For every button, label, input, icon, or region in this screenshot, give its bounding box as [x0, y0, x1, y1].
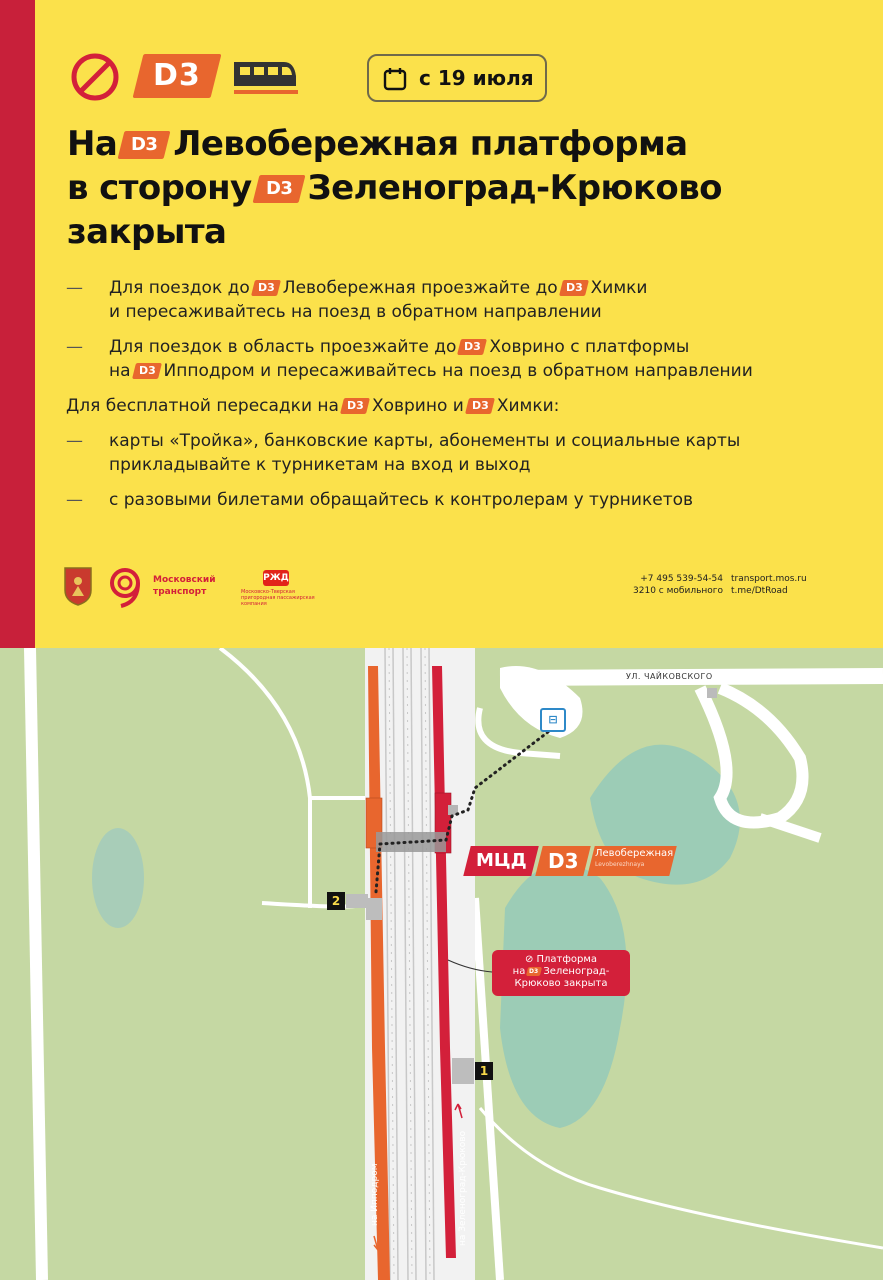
date-badge	[367, 54, 547, 102]
exit-pavilion	[452, 1058, 474, 1084]
instruction-item: — карты «Тройка», банковские карты, абонементы и социальные карты прикладывайте к турникетам на вход и выход	[66, 431, 741, 475]
moscow-transport-logo-icon	[107, 566, 147, 608]
instruction-item: — Для поездок в область проезжайте до D3 Ховрино с платформы на D3 Ипподром и пересаживайтесь на поезд в обратном направлении	[66, 337, 753, 381]
line-d3-badge: D3	[526, 967, 542, 976]
direction-ippodrom-label: на Ипподром	[370, 1163, 380, 1226]
pond	[92, 828, 144, 928]
date-text: с 19 июля	[419, 66, 534, 90]
road	[30, 648, 42, 1280]
train-icon	[232, 56, 300, 100]
exit-pavilion	[366, 898, 382, 920]
rzd-logo: РЖД	[263, 570, 289, 586]
line-d3-badge: D3	[559, 280, 589, 296]
line-d3-badge: D3	[133, 54, 222, 98]
rzd-company-name: Московско-Тверская пригородная пассажирская компания	[241, 589, 315, 607]
footpath	[220, 648, 310, 908]
bus-stop-icon: ⊟	[540, 708, 566, 732]
red-side-stripe	[0, 0, 35, 648]
transfer-heading: Для бесплатной пересадки на D3 Ховрино и D3 Химки:	[66, 396, 560, 416]
road	[760, 818, 820, 838]
line-d3-badge: D3	[252, 175, 305, 203]
instruction-item: — с разовыми билетами обращайтесь к контролерам у турникетов	[66, 490, 694, 510]
footpath	[480, 1108, 883, 1248]
line-d3-badge: D3	[118, 131, 171, 159]
exit-pavilion	[346, 894, 368, 908]
notice-title: На D3 Левобережная платформа в сторону D3 Зеленоград-Крюково закрыта	[67, 124, 722, 252]
mcd-badge: МЦД	[463, 846, 538, 876]
line-d3-badge: D3	[535, 846, 590, 876]
moscow-coat-of-arms-icon	[63, 566, 93, 606]
phone-contacts: +7 495 539-54-54 3210 с мобильного	[633, 574, 723, 596]
line-d3-badge: D3	[132, 363, 162, 379]
road-loop	[700, 688, 803, 823]
instructions	[66, 276, 846, 523]
instruction-item: — Для поездок до D3 Левобережная проезжайте до D3 Химки и пересаживайтесь на поезд в обратном направлении	[66, 278, 648, 322]
line-d3-badge: D3	[340, 398, 370, 414]
no-entry-icon	[70, 52, 120, 102]
line-d3-badge: D3	[457, 339, 487, 355]
footer	[63, 566, 823, 616]
station-map	[0, 648, 883, 1280]
moscow-transport-name: Московский транспорт	[153, 575, 216, 597]
exit-1-label: 1	[475, 1062, 493, 1080]
exit-2-label: 2	[327, 892, 345, 910]
line-d3-badge: D3	[465, 398, 495, 414]
map-base	[0, 648, 883, 1280]
direction-zelenograd-label: на Зеленоград-Крюково	[458, 1130, 468, 1246]
line-d3-badge: D3	[251, 280, 281, 296]
calendar-icon	[383, 67, 407, 91]
building	[707, 688, 717, 698]
street-label: УЛ. ЧАЙКОВСКОГО	[626, 672, 713, 681]
station-name-latin: Levoberezhnaya	[595, 861, 645, 868]
web-contacts: transport.mos.ru t.me/DtRoad	[731, 574, 807, 596]
platform-closed-callout: ⊘ Платформа на D3 Зеленоград-Крюково закрыта	[492, 950, 630, 996]
station-name: Левобережная	[595, 848, 674, 859]
